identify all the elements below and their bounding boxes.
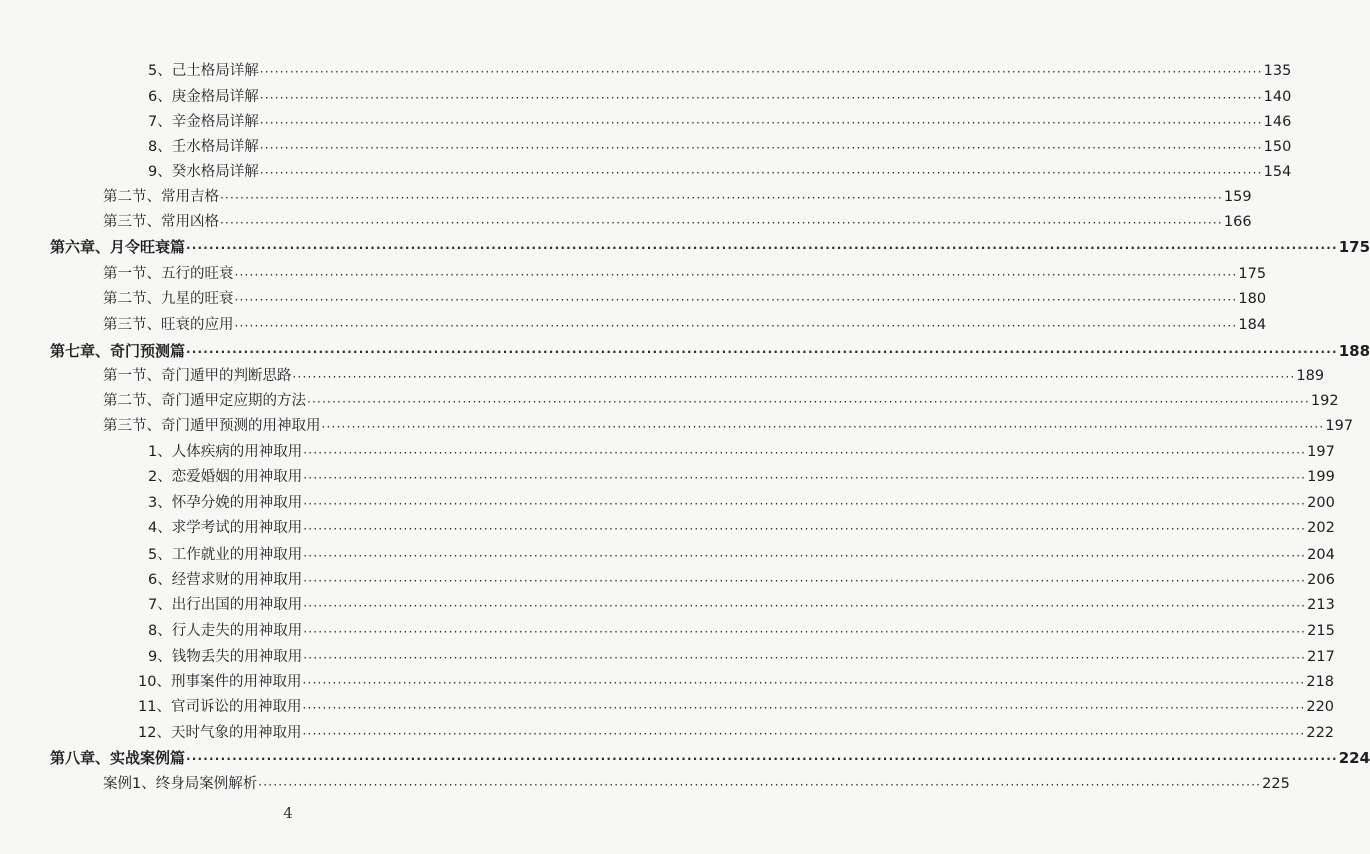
toc-item-row: [148, 62, 1292, 80]
toc-entry-page: 224: [1338, 749, 1370, 767]
toc-entry-page: 199: [1307, 469, 1335, 485]
toc-entry-title: 11、官司诉讼的用神取用: [138, 699, 302, 715]
toc-entry-title: 2、恋爱婚姻的用神取用: [148, 469, 303, 485]
toc-item-row: [148, 622, 1335, 640]
dot-leader: ········································································································································································································: [302, 727, 1306, 741]
toc-item-row: [138, 673, 1335, 691]
toc-entry-title: 第二节、奇门遁甲定应期的方法: [103, 393, 306, 409]
toc-item-row: [148, 596, 1335, 614]
toc-entry-page: 220: [1306, 699, 1335, 715]
toc-entry-page: 213: [1307, 597, 1335, 613]
toc-entry-title: 第二节、常用吉格: [103, 189, 219, 205]
toc-entry-page: 188: [1338, 342, 1370, 360]
dot-leader: ········································································································································································································: [186, 752, 1338, 766]
dot-leader: ········································································································································································································: [186, 345, 1338, 359]
toc-entry-page: 180: [1238, 291, 1267, 307]
toc-entry-title: 第七章、奇门预测篇: [50, 342, 186, 360]
toc-section-row: [103, 290, 1267, 308]
dot-leader: ········································································································································································································: [303, 625, 1307, 639]
toc-item-row: [148, 88, 1292, 106]
toc-entry-title: 9、癸水格局详解: [148, 164, 259, 180]
toc-entry-page: 202: [1307, 520, 1335, 536]
toc-entry-page: 197: [1325, 418, 1354, 434]
toc-entry-page: 159: [1223, 189, 1252, 205]
dot-leader: ········································································································································································································: [234, 293, 1238, 307]
page-number: 4: [283, 804, 293, 822]
toc-entry-page: 215: [1307, 623, 1335, 639]
toc-section-row: [103, 392, 1339, 410]
toc-chapter-row: [50, 749, 1370, 767]
dot-leader: ········································································································································································································: [303, 599, 1307, 613]
toc-item-row: [148, 546, 1335, 564]
toc-section-row: [103, 316, 1267, 334]
dot-leader: ········································································································································································································: [303, 522, 1307, 536]
toc-item-row: [138, 724, 1335, 742]
dot-leader: ········································································································································································································: [259, 91, 1263, 105]
dot-leader: ········································································································································································································: [220, 191, 1223, 205]
toc-entry-page: 154: [1263, 164, 1292, 180]
toc-entry-title: 第六章、月令旺衰篇: [50, 238, 186, 256]
dot-leader: ········································································································································································································: [220, 216, 1223, 230]
toc-entry-title: 6、经营求财的用神取用: [148, 572, 303, 588]
toc-item-row: [148, 571, 1335, 589]
toc-entry-title: 3、怀孕分娩的用神取用: [148, 495, 303, 511]
toc-entry-page: 217: [1307, 649, 1335, 665]
dot-leader: ········································································································································································································: [302, 676, 1306, 690]
dot-leader: ········································································································································································································: [303, 574, 1307, 588]
toc-item-row: [138, 698, 1335, 716]
toc-entry-page: 218: [1306, 674, 1335, 690]
toc-entry-title: 10、刑事案件的用神取用: [138, 674, 302, 690]
toc-item-row: [148, 443, 1335, 461]
toc-entry-title: 案例1、终身局案例解析: [103, 776, 258, 792]
toc-entry-page: 197: [1307, 444, 1335, 460]
dot-leader: ········································································································································································································: [307, 395, 1310, 409]
toc-section-row: [103, 213, 1252, 231]
toc-entry-page: 175: [1338, 238, 1370, 256]
toc-item-row: [148, 519, 1335, 537]
toc-item-row: [148, 494, 1335, 512]
toc-entry-title: 9、钱物丢失的用神取用: [148, 649, 303, 665]
toc-entry-page: 184: [1238, 317, 1267, 333]
toc-entry-title: 第二节、九星的旺衰: [103, 291, 234, 307]
dot-leader: ········································································································································································································: [302, 701, 1306, 715]
toc-entry-title: 4、求学考试的用神取用: [148, 520, 303, 536]
dot-leader: ········································································································································································································: [258, 778, 1262, 792]
toc-entry-page: 135: [1263, 63, 1292, 79]
toc-item-row: [148, 113, 1292, 131]
toc-entry-page: 222: [1306, 725, 1335, 741]
toc-entry-title: 1、人体疾病的用神取用: [148, 444, 303, 460]
dot-leader: ········································································································································································································: [292, 370, 1296, 384]
toc-entry-title: 第三节、奇门遁甲预测的用神取用: [103, 418, 321, 434]
toc-entry-title: 5、己土格局详解: [148, 63, 259, 79]
toc-section-row: [103, 367, 1325, 385]
dot-leader: ········································································································································································································: [321, 420, 1325, 434]
toc-entry-title: 12、天时气象的用神取用: [138, 725, 302, 741]
toc-entry-title: 第一节、五行的旺衰: [103, 266, 234, 282]
toc-entry-page: 150: [1263, 139, 1292, 155]
toc-entry-page: 146: [1263, 114, 1292, 130]
toc-entry-title: 7、辛金格局详解: [148, 114, 259, 130]
toc-entry-page: 204: [1307, 547, 1335, 563]
toc-entry-page: 200: [1307, 495, 1335, 511]
toc-section-row: [103, 265, 1267, 283]
toc-entry-page: 140: [1263, 89, 1292, 105]
toc-entry-page: 192: [1310, 393, 1339, 409]
toc-item-row: [148, 163, 1292, 181]
dot-leader: ········································································································································································································: [259, 65, 1263, 79]
toc-entry-page: 166: [1223, 214, 1252, 230]
toc-entry-title: 第八章、实战案例篇: [50, 749, 186, 767]
toc-entry-page: 225: [1262, 776, 1290, 792]
toc-section-row: [103, 775, 1290, 793]
toc-entry-title: 第三节、旺衰的应用: [103, 317, 234, 333]
toc-entry-page: 175: [1238, 266, 1267, 282]
toc-entry-page: 189: [1296, 368, 1325, 384]
toc-entry-title: 第三节、常用凶格: [103, 214, 219, 230]
toc-entry-title: 7、出行出国的用神取用: [148, 597, 303, 613]
toc-entry-title: 第一节、奇门遁甲的判断思路: [103, 368, 292, 384]
toc-item-row: [148, 468, 1335, 486]
dot-leader: ········································································································································································································: [303, 549, 1307, 563]
dot-leader: ········································································································································································································: [259, 141, 1263, 155]
toc-chapter-row: [50, 238, 1370, 256]
dot-leader: ········································································································································································································: [186, 241, 1338, 255]
toc-entry-title: 8、行人走失的用神取用: [148, 623, 303, 639]
toc-entry-title: 8、壬水格局详解: [148, 139, 259, 155]
toc-entry-title: 5、工作就业的用神取用: [148, 547, 303, 563]
dot-leader: ········································································································································································································: [303, 471, 1307, 485]
dot-leader: ········································································································································································································: [303, 651, 1307, 665]
dot-leader: ········································································································································································································: [259, 166, 1263, 180]
dot-leader: ········································································································································································································: [303, 497, 1307, 511]
toc-item-row: [148, 138, 1292, 156]
dot-leader: ········································································································································································································: [234, 319, 1238, 333]
dot-leader: ········································································································································································································: [234, 268, 1238, 282]
toc-section-row: [103, 417, 1354, 435]
toc-chapter-row: [50, 342, 1370, 360]
toc-entry-page: 206: [1307, 572, 1335, 588]
dot-leader: ········································································································································································································: [259, 116, 1263, 130]
toc-item-row: [148, 648, 1335, 666]
dot-leader: ········································································································································································································: [303, 446, 1307, 460]
toc-section-row: [103, 188, 1252, 206]
toc-entry-title: 6、庚金格局详解: [148, 89, 259, 105]
